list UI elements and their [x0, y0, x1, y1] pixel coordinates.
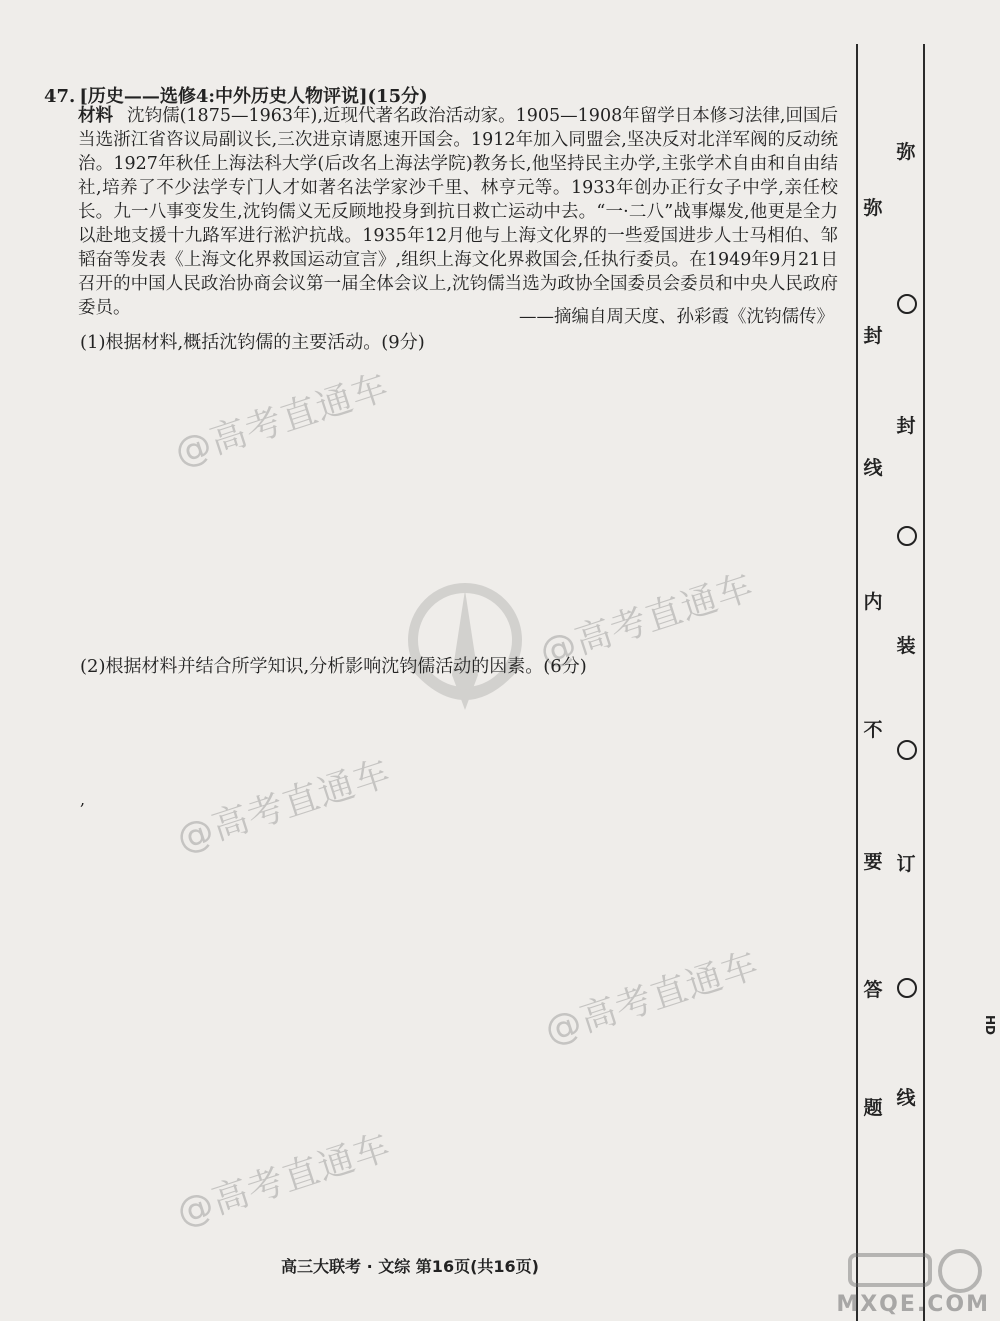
sub-question-1: (1)根据材料,概括沈钧儒的主要活动。(9分) [80, 332, 425, 353]
binding-circle [897, 740, 917, 760]
binding-line-left [856, 44, 858, 1321]
watermark-3: @高考直通车 [172, 752, 396, 861]
binding-char: 弥 [863, 197, 883, 219]
binding-circle [897, 294, 917, 314]
binding-char: 题 [863, 1097, 883, 1119]
stray-mark: , [80, 790, 86, 809]
binding-char: 弥 [896, 141, 916, 163]
sub-question-2: (2)根据材料并结合所学知识,分析影响沈钧儒活动的因素。(6分) [80, 656, 587, 677]
material-source: ——摘编自周天度、孙彩霞《沈钧儒传》 [519, 307, 834, 327]
school-emblem-watermark [400, 580, 530, 720]
binding-circle [897, 978, 917, 998]
watermark-5: @高考直通车 [172, 1126, 396, 1235]
question-title: [历史——选修4:中外历史人物评说](15分) [79, 86, 428, 107]
binding-char: 不 [863, 719, 883, 741]
corner-mark: HD [983, 1014, 998, 1036]
binding-char: 线 [896, 1087, 916, 1109]
watermark-1: @高考直通车 [170, 366, 394, 475]
watermark-4: @高考直通车 [540, 944, 764, 1053]
binding-char: 封 [863, 325, 883, 347]
page-footer: 高三大联考 · 文综 第16页(共16页) [281, 1257, 539, 1276]
material-text: 沈钧儒(1875—1963年),近现代著名政治活动家。1905—1908年留学日本修习法律,回国后当选浙江省咨议局副议长,三次进京请愿速开国会。1912年加入同盟会,坚决反对北洋军阀的反动统治。1927年秋任上海法科大学(后改名上海法学院)教务长,他坚持民主办学,主张学术自由和自由结社,培养了不少法学专门人才如著名法学家沙千里、林亨元等。1933年创办正行女子中学,亲任校长。九一八事变发生,沈钧儒义无反顾地投身到抗日救亡运动中去。“一·二八”战事爆发,他更是全力以赴地支援十九路军进行淞沪抗战。1935年12月他与上海文化界的一些爱国进步人士马相伯、邹韬奋等发表《上海文化界救国运动宣言》,组织上海文化界救国会,任执行委员。在1949年9月21日召开的中国人民政治协商会议第一届全体会议上,沈钧儒当选为政协全国委员会委员和中央人民政府委员。 [78, 106, 838, 318]
binding-char: 答 [863, 979, 883, 1001]
binding-char: 要 [863, 851, 883, 873]
binding-char: 线 [863, 457, 883, 479]
binding-circle [897, 526, 917, 546]
binding-char: 装 [896, 635, 916, 657]
binding-line-right [923, 44, 925, 1321]
binding-char: 订 [896, 853, 916, 875]
binding-char: 封 [896, 415, 916, 437]
binding-char: 内 [863, 591, 883, 613]
watermark-2: @高考直通车 [535, 566, 759, 675]
material-label: 材料 [78, 106, 114, 126]
site-logo-text: MXQE.COM [836, 1292, 990, 1317]
material-block [78, 104, 838, 320]
question-number: 47. [44, 86, 76, 107]
